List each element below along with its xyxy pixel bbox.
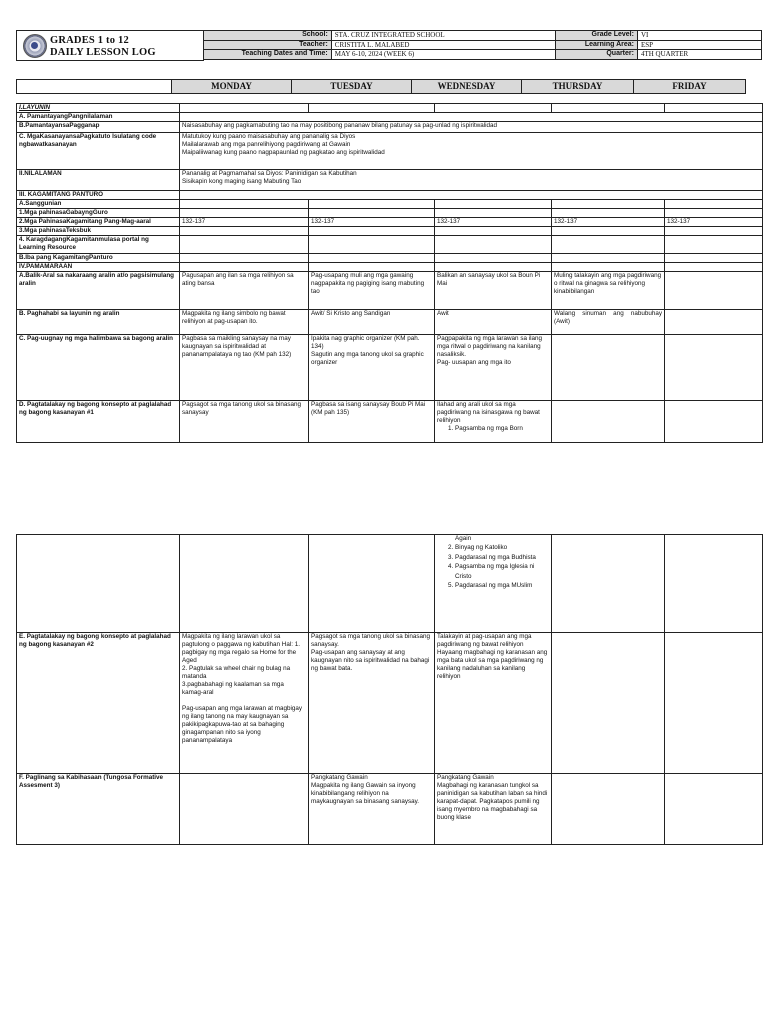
- day-tuesday: TUESDAY: [292, 80, 412, 94]
- school-info-table: [203, 30, 762, 60]
- pagtatalakay-2-monday: Magpakita ng ilang larawan ukol sa pagtulong o paggawa ng kabutihan Hal: 1. pagbigay ng mga regalo sa Home for the Aged 2. Pagtulak sa wheel chair ng bulag na matanda 3.pagbabahagi ng kaalaman sa mga kamag-aral Pag-usapan ang mga larawan at magbigay ng ilang tanong na may kaugnayan sa pakikipagkapuwa-tao at sa bahaging ginagampanan nito sa iyong pananampalataya: [180, 633, 309, 774]
- nilalaman-line1: Pananalig at Pagmamahal sa Diyos: Paninidigan sa Kabutihan: [182, 170, 357, 177]
- info-row-dates: [204, 50, 762, 60]
- pages-tuesday: 132-137: [309, 218, 435, 227]
- day-header-row: [16, 79, 746, 94]
- paghahabi-label: B. Paghahabi sa layunin ng aralin: [17, 310, 180, 335]
- pamantayang-pangnilalaman-label: A. PamantayangPangnilalaman: [17, 113, 180, 122]
- row-balik-aral: [17, 272, 763, 310]
- pagtatalakay-1-wednesday: [435, 401, 552, 443]
- day-header-blank: [17, 80, 172, 94]
- relihiyon-list-start: [437, 425, 549, 433]
- paglinang-tuesday: Pangkatang Gawain Magpakita ng ilang Gawain sa inyong kinabibilangang relihiyon na maykaugnayan sa binasang sanaysay.: [309, 774, 435, 845]
- paglinang-label: F. Paglinang sa Kabihasaan (Tungosa Formative Assesment 3): [17, 774, 180, 845]
- row-paglinang: [17, 774, 763, 845]
- list-item: 5. Pagdarasal ng mga MUslim: [455, 581, 549, 591]
- day-wednesday: WEDNESDAY: [412, 80, 522, 94]
- kasanayan-line2: Mailalarawab ang mga panrelihiyong pagdiriwang at Gawain: [182, 141, 351, 148]
- pagtatalakay-1-thursday: [552, 401, 665, 443]
- kasanayan-line1: Matutukoy kung paano maisasabuhay ang pananalig sa Diyos: [182, 133, 356, 140]
- kagamitan-label: III. KAGAMITANG PANTURO: [17, 191, 180, 200]
- row-pamamaraan: [17, 263, 763, 272]
- pamantayan-pagganap-text: Naisasabuhay ang pagkamabuting tao na may positibong pananaw bilang patunay sa pag-unlad ng ispiritwalidad: [180, 122, 763, 133]
- pamantayan-pagganap-label: B.PamantayansaPagganap: [17, 122, 180, 133]
- teksbuk-label: 3.Mga pahinasaTeksbuk: [17, 227, 180, 236]
- nilalaman-line2: Sisikapin kong maging isang Mabuting Tao: [182, 178, 302, 185]
- balik-aral-friday: [665, 272, 763, 310]
- balik-aral-monday: Pagusapan ang ilan sa mga relihiyon sa ating bansa: [180, 272, 309, 310]
- continuation-first: Again: [455, 535, 472, 542]
- kasanayan-line3: Maipaliiwanag kung paano nagpapaunlad ng pagkatao ang ispiritwalidad: [182, 149, 385, 156]
- row-karagdagang: [17, 236, 763, 254]
- learning-area-value: ESP: [637, 40, 761, 50]
- list-item: 3. Pagdarasal ng mga Budhista: [455, 553, 549, 563]
- day-thursday: THURSDAY: [522, 80, 634, 94]
- row-kagamitan: [17, 191, 763, 200]
- row-pagtatalakay-2: [17, 633, 763, 774]
- paghahabi-monday: Magpakita ng ilang simbolo ng bawat relihiyon at pag-usapan ito.: [180, 310, 309, 335]
- balik-aral-wednesday: Balikan an sanaysay ukol sa Boun Pi Mai: [435, 272, 552, 310]
- row-iba-pang: [17, 254, 763, 263]
- day-friday: FRIDAY: [634, 80, 746, 94]
- balik-aral-thursday: Muling talakayin ang mga pagdiriwang o ritwal na ginagwa sa relihiyong kinabibilangan: [552, 272, 665, 310]
- paghahabi-wednesday: Awit: [435, 310, 552, 335]
- pag-uugnay-wednesday: Pagpapakita ng mga larawan sa ilang mga ritwal o pagdiriwang na kanilang nasaliksik. Pag- uusapan ang mga ito: [435, 335, 552, 401]
- pages-monday: 132-137: [180, 218, 309, 227]
- kasanayan-label: C. MgaKasanayansaPagkatuto Isulatang code ngbawatkasanayan: [17, 133, 180, 170]
- pag-uugnay-monday: Pagbasa sa maikling sanaysay na may kaugnayan sa ispiritwalidad at pananampalataya ng tao (KM pah 132): [180, 335, 309, 401]
- doc-title-line2: DAILY LESSON LOG: [50, 47, 156, 58]
- lesson-table-page2: [16, 534, 763, 845]
- pamamaraan-label: IV.PAMAMARAAN: [17, 263, 180, 272]
- pag-uugnay-thursday: [552, 335, 665, 401]
- quarter-value: 4TH QUARTER: [637, 50, 761, 60]
- pagtatalakay-2-wednesday: Talakayin at pag-usapan ang mga pagdiriwang ng bawat relihiyon Hayaang magbahagi ng karanasan ang mga bata ukol sa mga pagdiriwang ng kanilang nadaluhan sa kanilang relihiyon: [435, 633, 552, 774]
- day-monday: MONDAY: [172, 80, 292, 94]
- document-header: [16, 30, 762, 60]
- lesson-table-page1: [16, 103, 763, 443]
- info-row-school: [204, 31, 762, 41]
- nilalaman-text: [180, 170, 763, 191]
- karagdagang-label: 4. KaragdagangKagamitanmulasa portal ng Learning Resource: [17, 236, 180, 254]
- pages-wednesday: 132-137: [435, 218, 552, 227]
- row-teksbuk: [17, 227, 763, 236]
- pag-uugnay-label: C. Pag-uugnay ng mga halimbawa sa bagong aralin: [17, 335, 180, 401]
- row-sanggunian: [17, 200, 763, 209]
- teacher-value: CRISTITA L. MALABED: [331, 40, 555, 50]
- paghahabi-friday: [665, 310, 763, 335]
- pagtatalakay-1-monday: Pagsagot sa mga tanong ukol sa binasang sanaysay: [180, 401, 309, 443]
- list-item: 2. Binyag ng Katoliko: [455, 543, 549, 553]
- kagamitan-pahina-label: 2.Mga PahinasaKagamitang Pang-Mag-aaral: [17, 218, 180, 227]
- deped-seal-icon: [23, 34, 47, 58]
- school-label: School:: [204, 31, 332, 41]
- teacher-label: Teacher:: [204, 40, 332, 50]
- doc-title-line1: GRADES 1 to 12: [50, 35, 129, 46]
- row-kasanayan: [17, 133, 763, 170]
- sanggunian-label: A.Sanggunian: [17, 200, 180, 209]
- row-continuation: [17, 535, 763, 633]
- dates-value: MAY 6-10, 2024 (WEEK 6): [331, 50, 555, 60]
- list-item: 1. Pagsamba ng mga Born: [455, 425, 549, 433]
- pagtatalakay-1-wednesday-text: Ilahad ang arali ukol sa mga pagdiriwang na isinasgawa ng bawat relihiyon: [437, 401, 540, 424]
- row-pagtatalakay-1: [17, 401, 763, 443]
- row-pag-uugnay: [17, 335, 763, 401]
- relihiyon-list-cont: [437, 543, 549, 591]
- balik-aral-label: A.Balik-Aral sa nakaraang aralin at/o pagsisimulang aralin: [17, 272, 180, 310]
- row-nilalaman: [17, 170, 763, 191]
- paghahabi-thursday: Walang sinuman ang nabubuhay (Awit): [552, 310, 665, 335]
- row-pamantayan-pagganap: [17, 122, 763, 133]
- paglinang-wednesday: Pangkatang Gawain Magbahagi ng karanasan tungkol sa paninidigan sa kabutihan laban sa hindi karapat-dapat. Pagkatapos pumili ng isang myembro na magbabahagi sa buong klase: [435, 774, 552, 845]
- pages-friday: 132-137: [665, 218, 763, 227]
- layunin-label: I.LAYUNIN: [17, 104, 180, 113]
- logo-box: [16, 30, 204, 61]
- pag-uugnay-tuesday: Ipakita nag graphic organizer (KM pah. 134) Sagutin ang mga tanong ukol sa graphic organizer: [309, 335, 435, 401]
- quarter-label: Quarter:: [555, 50, 637, 60]
- gabay-guro-label: 1.Mga pahinasaGabayngGuro: [17, 209, 180, 218]
- balik-aral-tuesday: Pag-usapang muli ang mga gawaing nagpapakita ng pagiging isang mabuting tao: [309, 272, 435, 310]
- kasanayan-text: [180, 133, 763, 170]
- iba-pang-label: B.Iba pang KagamitangPanturo: [17, 254, 180, 263]
- row-paghahabi: [17, 310, 763, 335]
- pages-thursday: 132-137: [552, 218, 665, 227]
- nilalaman-label: II.NILALAMAN: [17, 170, 180, 191]
- list-item: 4. Pagsamba ng mga Iglesia ni Cristo: [455, 562, 549, 581]
- row-pamantayang-pangnilalaman: [17, 113, 763, 122]
- learning-area-label: Learning Area:: [555, 40, 637, 50]
- pagtatalakay-1-tuesday: Pagbasa sa isang sanaysay Boub Pi Mai (KM pah 135): [309, 401, 435, 443]
- grade-level-label: Grade Level:: [555, 31, 637, 41]
- pagtatalakay-1-friday: [665, 401, 763, 443]
- dates-label: Teaching Dates and Time:: [204, 50, 332, 60]
- row-gabay-guro: [17, 209, 763, 218]
- pagtatalakay-2-tuesday: Pagsagot sa mga tanong ukol sa binasang sanaysay. Pag-usapan ang sanaysay at ang kaugnayan nito sa ispiritwalidad na bahagi ng bawat bata.: [309, 633, 435, 774]
- pag-uugnay-friday: [665, 335, 763, 401]
- row-kagamitan-pahina: [17, 218, 763, 227]
- pagtatalakay-2-label: E. Pagtatalakay ng bagong konsepto at paglalahad ng bagong kasanayan #2: [17, 633, 180, 774]
- paghahabi-tuesday: Awit/ Si Kristo ang Sandigan: [309, 310, 435, 335]
- row-layunin: [17, 104, 763, 113]
- info-row-teacher: [204, 40, 762, 50]
- grade-level-value: VI: [637, 31, 761, 41]
- school-value: STA. CRUZ INTEGRATED SCHOOL: [331, 31, 555, 41]
- pagtatalakay-1-label: D. Pagtatalakay ng bagong konsepto at paglalahad ng bagong kasanayan #1: [17, 401, 180, 443]
- continuation-wednesday: [435, 535, 552, 633]
